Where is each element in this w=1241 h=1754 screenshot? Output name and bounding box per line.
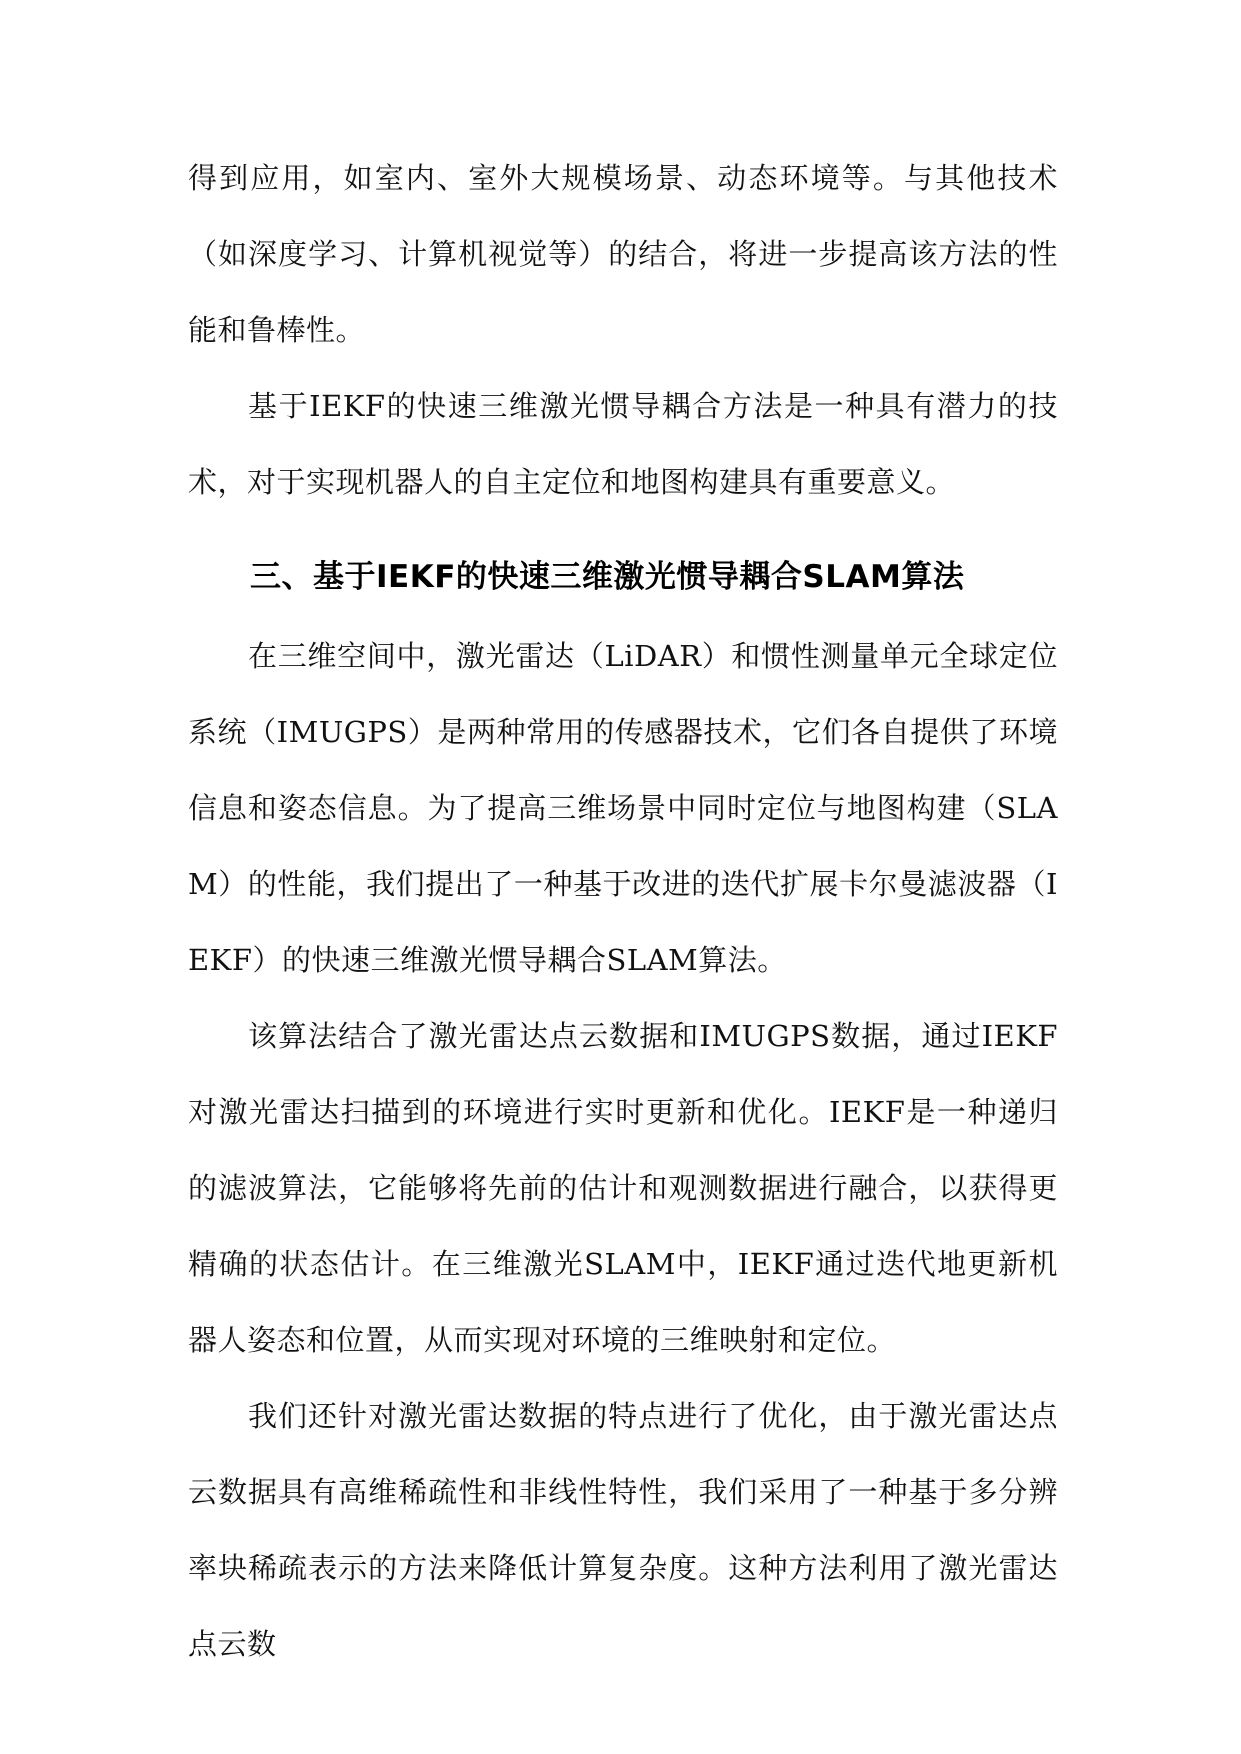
paragraph-continuation: 得到应用，如室内、室外大规模场景、动态环境等。与其他技术（如深度学习、计算机视觉等）的结合，将进一步提高该方法的性能和鲁棒性。 bbox=[188, 161, 1058, 347]
page-content bbox=[188, 140, 1058, 1682]
paragraph-algorithm-description: 该算法结合了激光雷达点云数据和IMUGPS数据，通过IEKF对激光雷达扫描到的环境进行实时更新和优化。IEKF是一种递归的滤波算法，它能够将先前的估计和观测数据进行融合，以获得更精确的状态估计。在三维激光SLAM中，IEKF通过迭代地更新机器人姿态和位置，从而实现对环境的三维映射和定位。 bbox=[188, 1019, 1058, 1357]
paragraph-iekf-summary: 基于IEKF的快速三维激光惯导耦合方法是一种具有潜力的技术，对于实现机器人的自主定位和地图构建具有重要意义。 bbox=[188, 389, 1058, 499]
paragraph-optimization: 我们还针对激光雷达数据的特点进行了优化，由于激光雷达点云数据具有高维稀疏性和非线性特性，我们采用了一种基于多分辨率块稀疏表示的方法来降低计算复杂度。这种方法利用了激光雷达点云数 bbox=[188, 1399, 1058, 1661]
section-heading: 三、基于IEKF的快速三维激光惯导耦合SLAM算法 bbox=[250, 559, 965, 595]
paragraph-sensor-intro: 在三维空间中，激光雷达（LiDAR）和惯性测量单元全球定位系统（IMUGPS）是两种常用的传感器技术，它们各自提供了环境信息和姿态信息。为了提高三维场景中同时定位与地图构建（SLAM）的性能，我们提出了一种基于改进的迭代扩展卡尔曼滤波器（IEKF）的快速三维激光惯导耦合SLAM算法。 bbox=[188, 639, 1058, 977]
